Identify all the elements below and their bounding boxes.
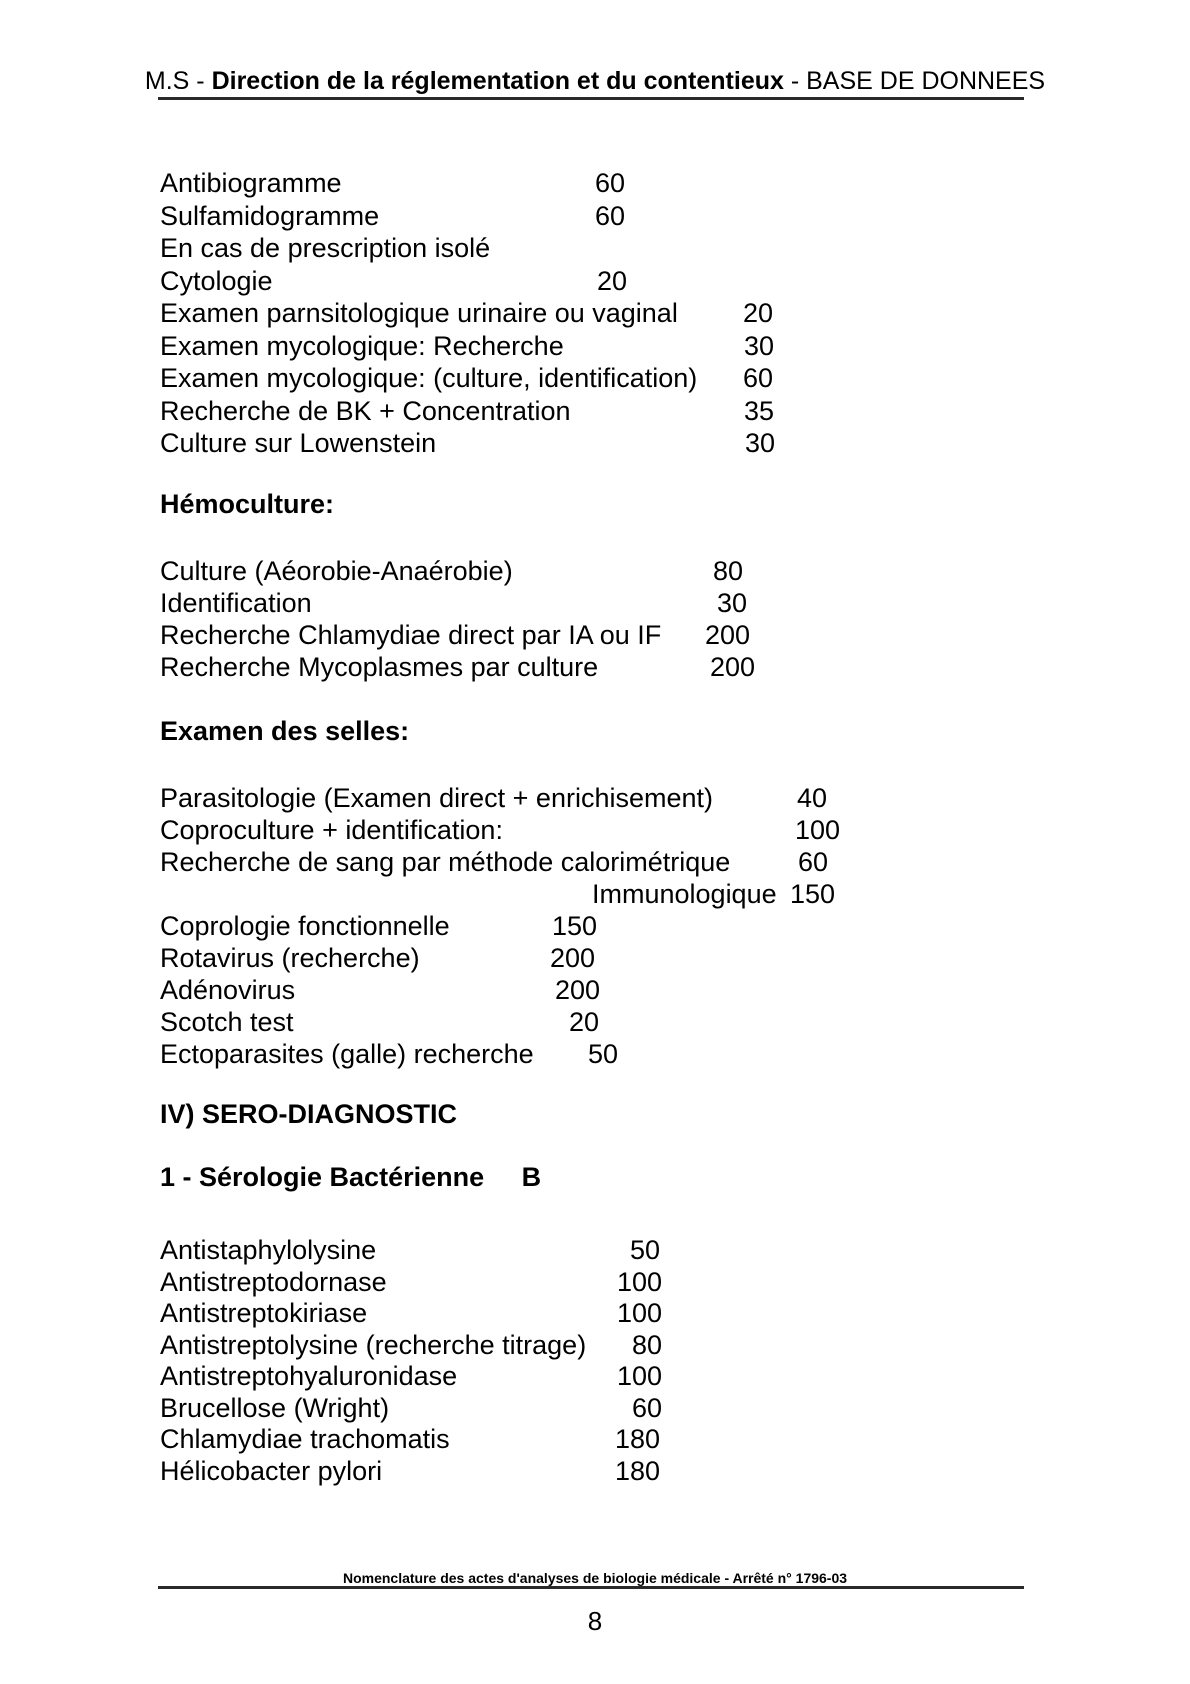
list-row bbox=[0, 1006, 1190, 1038]
list-row bbox=[0, 974, 1190, 1006]
test-label: Recherche de sang par méthode calorimétrique bbox=[160, 847, 731, 877]
test-label: Antibiogramme bbox=[160, 168, 342, 198]
list-row bbox=[0, 1424, 1190, 1456]
section-heading-serologie-bacterienne: 1 - Sérologie Bactérienne B bbox=[160, 1162, 542, 1192]
test-value: 100 bbox=[617, 1298, 663, 1328]
list-row bbox=[0, 395, 1190, 428]
list-row bbox=[0, 167, 1190, 200]
hemoculture-list bbox=[0, 555, 1190, 683]
test-value: 200 bbox=[710, 652, 756, 682]
test-value: 200 bbox=[550, 943, 596, 973]
test-label: Adénovirus bbox=[160, 975, 296, 1005]
list-row bbox=[0, 1456, 1190, 1488]
list-row bbox=[0, 910, 1190, 942]
header-rule bbox=[158, 97, 1024, 100]
list-row bbox=[0, 427, 1190, 460]
list-row bbox=[0, 555, 1190, 587]
selles-list bbox=[0, 782, 1190, 1070]
test-label: Chlamydiae trachomatis bbox=[160, 1424, 450, 1454]
test-value: 20 bbox=[597, 265, 628, 296]
list-row bbox=[0, 942, 1190, 974]
test-value: 30 bbox=[744, 330, 775, 361]
test-value: 200 bbox=[555, 975, 601, 1005]
list-row bbox=[0, 265, 1190, 298]
test-value: 60 bbox=[632, 1392, 663, 1423]
test-value: 30 bbox=[717, 588, 748, 618]
list-row bbox=[0, 651, 1190, 683]
test-value: 60 bbox=[595, 168, 626, 198]
test-label: Ectoparasites (galle) recherche bbox=[160, 1039, 534, 1069]
test-value: 80 bbox=[713, 556, 744, 586]
test-label: Immunologique bbox=[592, 879, 777, 909]
test-label: Culture (Aéorobie-Anaérobie) bbox=[160, 556, 513, 586]
test-label: Examen mycologique: Recherche bbox=[160, 330, 564, 361]
list-row bbox=[0, 1038, 1190, 1070]
test-value: 150 bbox=[552, 911, 598, 941]
page-number: 8 bbox=[587, 1606, 603, 1636]
list-row bbox=[0, 619, 1190, 651]
list-row bbox=[0, 878, 1190, 910]
test-value: 40 bbox=[797, 783, 828, 813]
list-row bbox=[0, 814, 1190, 846]
test-label: Hélicobacter pylori bbox=[160, 1455, 383, 1486]
footer-rule bbox=[158, 1586, 1024, 1589]
test-value: 80 bbox=[632, 1329, 663, 1360]
test-value: 35 bbox=[744, 395, 775, 426]
page-header bbox=[0, 66, 1190, 96]
test-value: 100 bbox=[617, 1361, 663, 1391]
section-heading-sero-diagnostic: IV) SERO-DIAGNOSTIC bbox=[160, 1099, 458, 1129]
section-heading-hemoculture: Hémoculture: bbox=[160, 489, 335, 519]
test-value: 150 bbox=[790, 879, 836, 909]
test-label: Sulfamidogramme bbox=[160, 200, 380, 231]
test-value: 60 bbox=[743, 363, 774, 393]
test-label: Scotch test bbox=[160, 1007, 294, 1037]
list-row bbox=[0, 587, 1190, 619]
footer-note: Nomenclature des actes d'analyses de biologie médicale - Arrêté n° 1796-03 bbox=[342, 1570, 848, 1586]
test-label: Parasitologie (Examen direct + enrichisement) bbox=[160, 783, 713, 813]
test-value: 50 bbox=[588, 1039, 619, 1069]
test-value: 180 bbox=[615, 1424, 661, 1454]
test-label: En cas de prescription isolé bbox=[160, 233, 491, 263]
test-value: 50 bbox=[630, 1235, 661, 1265]
test-value: 60 bbox=[595, 200, 626, 231]
test-label: Examen parnsitologique urinaire ou vaginal bbox=[160, 298, 678, 328]
test-label: Coproculture + identification: bbox=[160, 815, 503, 845]
test-label: Examen mycologique: (culture, identification) bbox=[160, 363, 698, 393]
list-row bbox=[0, 782, 1190, 814]
header-prefix: M.S - bbox=[144, 67, 212, 95]
test-label: Recherche Mycoplasmes par culture bbox=[160, 652, 599, 682]
test-label: Culture sur Lowenstein bbox=[160, 428, 437, 458]
list-row bbox=[0, 200, 1190, 233]
test-value: 100 bbox=[617, 1266, 663, 1297]
test-label: Antistaphylolysine bbox=[160, 1235, 377, 1265]
test-label: Antistreptokiriase bbox=[160, 1298, 368, 1328]
list-row bbox=[0, 1330, 1190, 1362]
list-row bbox=[0, 1361, 1190, 1393]
list-row bbox=[0, 846, 1190, 878]
header-title: Direction de la réglementation et du contentieux bbox=[211, 67, 784, 95]
test-label: Brucellose (Wright) bbox=[160, 1392, 390, 1423]
list-row bbox=[0, 362, 1190, 395]
serologie-list bbox=[0, 1235, 1190, 1487]
test-label: Antistreptohyaluronidase bbox=[160, 1361, 458, 1391]
list-row bbox=[0, 330, 1190, 363]
test-value: 100 bbox=[795, 815, 841, 845]
list-row bbox=[0, 1235, 1190, 1267]
test-label: Coprologie fonctionnelle bbox=[160, 911, 450, 941]
test-value: 20 bbox=[569, 1007, 600, 1037]
test-label: Antistreptodornase bbox=[160, 1266, 387, 1297]
test-label: Rotavirus (recherche) bbox=[160, 943, 420, 973]
test-value: 30 bbox=[745, 428, 776, 458]
test-value: 20 bbox=[743, 298, 774, 328]
list-row bbox=[0, 1393, 1190, 1425]
test-label: Identification bbox=[160, 588, 312, 618]
test-label: Recherche de BK + Concentration bbox=[160, 395, 571, 426]
test-label: Cytologie bbox=[160, 265, 273, 296]
microbiology-list bbox=[0, 167, 1190, 460]
list-row bbox=[0, 1298, 1190, 1330]
list-row bbox=[0, 297, 1190, 330]
test-value: 200 bbox=[705, 620, 751, 650]
test-value: 180 bbox=[615, 1455, 661, 1486]
test-value: 60 bbox=[798, 847, 829, 877]
test-label: Recherche Chlamydiae direct par IA ou IF bbox=[160, 620, 662, 650]
header-suffix: - BASE DE DONNEES bbox=[783, 67, 1046, 95]
section-heading-selles: Examen des selles: bbox=[160, 716, 410, 746]
list-row bbox=[0, 232, 1190, 265]
test-label: Antistreptolysine (recherche titrage) bbox=[160, 1329, 587, 1360]
list-row bbox=[0, 1267, 1190, 1299]
